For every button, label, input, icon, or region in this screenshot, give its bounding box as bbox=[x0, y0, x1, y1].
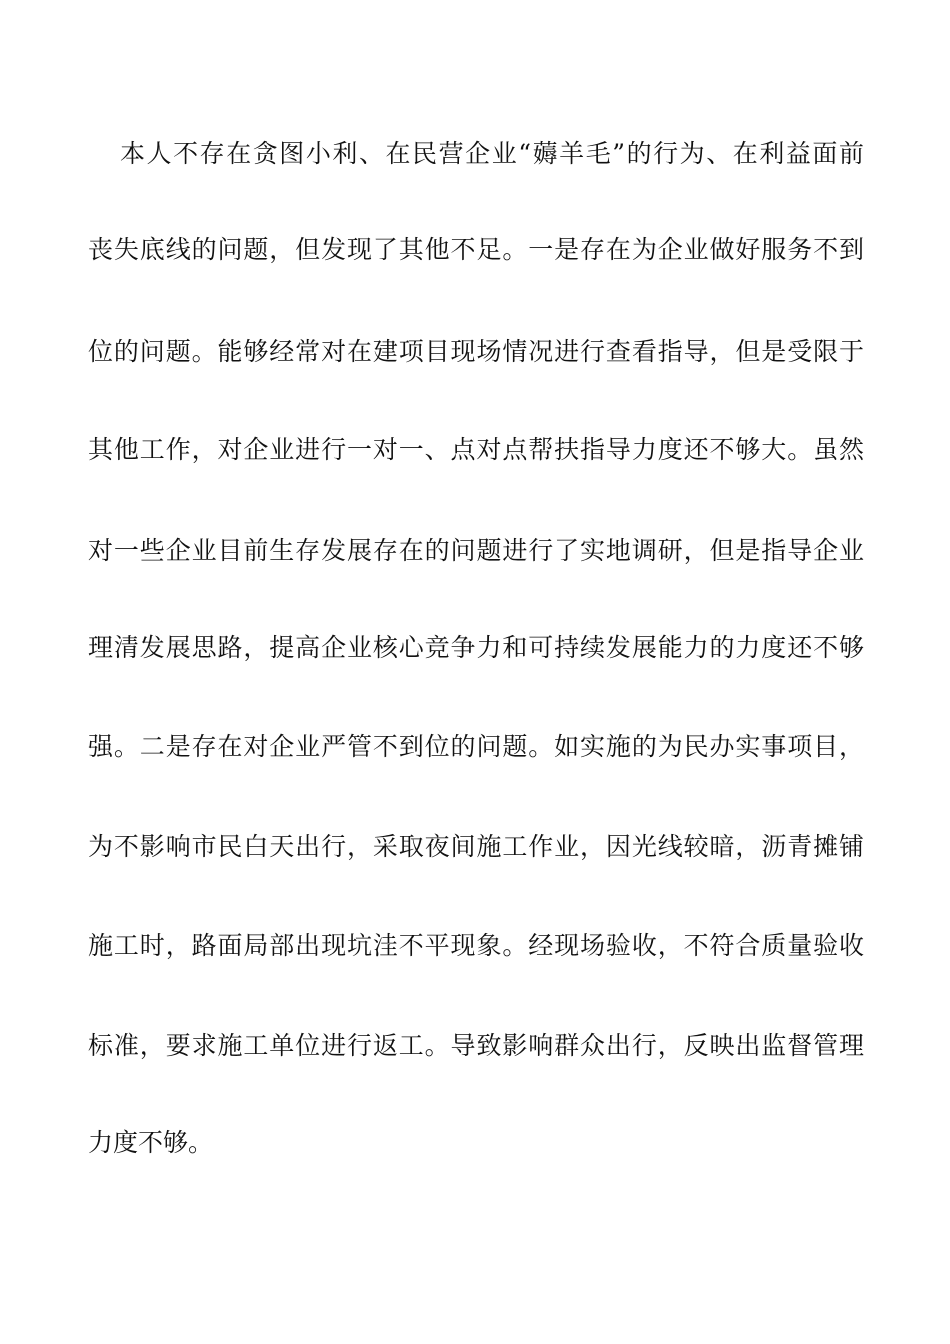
paragraph-line: 强。二是存在对企业严管不到位的问题。如实施的为民办实事项目， bbox=[88, 732, 864, 761]
paragraph-line: 对一些企业目前生存发展存在的问题进行了实地调研，但是指导企业 bbox=[88, 536, 864, 565]
paragraph-line: 理清发展思路，提高企业核心竞争力和可持续发展能力的力度还不够 bbox=[88, 633, 864, 662]
paragraph-line: 为不影响市民白天出行，采取夜间施工作业，因光线较暗，沥青摊铺 bbox=[88, 832, 864, 861]
paragraph-line: 施工时，路面局部出现坑洼不平现象。经现场验收，不符合质量验收 bbox=[88, 931, 864, 960]
paragraph-line: 丧失底线的问题，但发现了其他不足。一是存在为企业做好服务不到 bbox=[88, 235, 864, 264]
paragraph-line: 力度不够。 bbox=[88, 1128, 214, 1157]
paragraph-line: 其他工作，对企业进行一对一、点对点帮扶指导力度还不够大。虽然 bbox=[88, 435, 864, 464]
paragraph-line: 标准，要求施工单位进行返工。导致影响群众出行，反映出监督管理 bbox=[88, 1031, 864, 1060]
paragraph-line: 本人不存在贪图小利、在民营企业“薅羊毛”的行为、在利益面前 bbox=[120, 139, 864, 168]
paragraph-line: 位的问题。能够经常对在建项目现场情况进行查看指导，但是受限于 bbox=[88, 337, 864, 366]
